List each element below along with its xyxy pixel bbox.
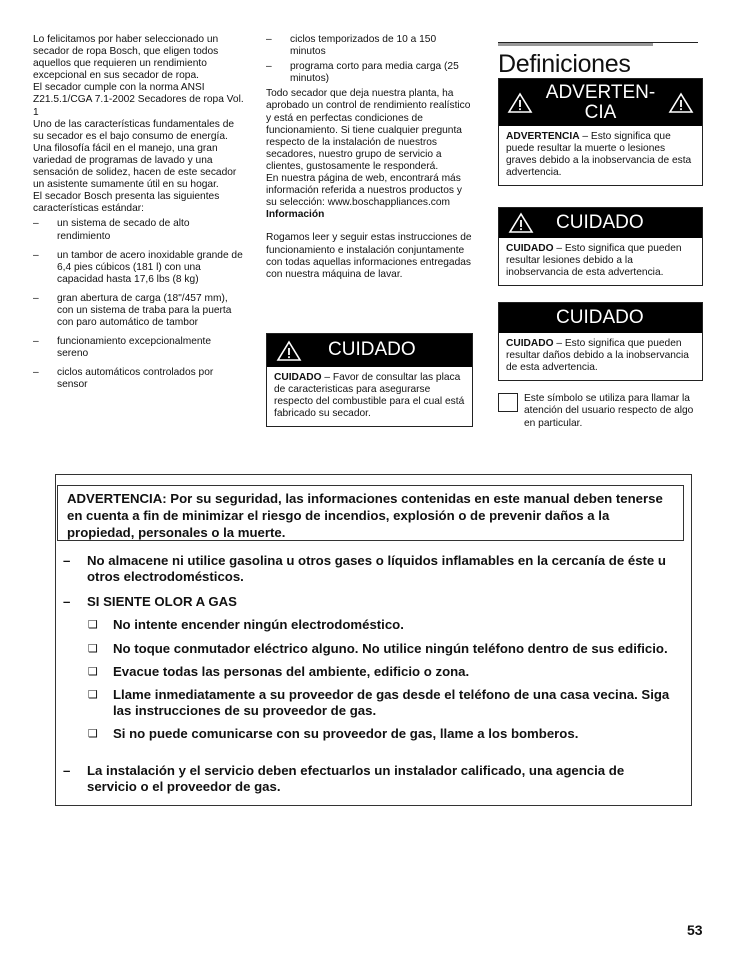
info-subtitle: Información [266, 209, 325, 221]
caution-header [499, 303, 702, 333]
caution-damage-box [498, 302, 703, 381]
list-item: – No almacene ni utilice gasolina u otros gases o líquidos inflamables en la cercanía de éste u otros electrodomésticos. [63, 553, 666, 584]
note-definition [498, 393, 701, 430]
caution-title: CUIDADO [556, 307, 644, 329]
list-item: – un tambor de acero inoxidable grande de 6,4 pies cúbicos (181 l) con una capacidad hasta 17,6 lbs (8 kg) [33, 249, 243, 285]
features-intro: El secador Bosch presenta las siguientes características estándar: [33, 191, 220, 215]
definitions-column [498, 42, 701, 430]
checkbox-icon: ❑ [88, 689, 98, 701]
caution-header [499, 208, 702, 238]
list-item: – funcionamiento excepcionalmente sereno [33, 336, 212, 360]
caution-body: CUIDADO – Esto significa que pueden resultar lesiones debido a la inobservancia de esta advertencia. [506, 243, 682, 279]
list-item: ❑ Evacue todas las personas del ambiente, edificio o zona. [88, 664, 470, 679]
quality-paragraph: Todo secador que deja nuestra planta, ha aprobado un control de rendimiento realístico y está en perfectas condiciones de funcionamiento. Si tiene cualquier pregunta respecto de la instalación de nuestros secadores, nuestro grupo de servicio a clientes, gustosamente le responderá. [266, 88, 471, 172]
list-item: ❑ Llame inmediatamente a su proveedor de gas desde el teléfono de una casa vecina. Siga las instrucciones de su proveedor de gas. [88, 687, 670, 718]
philosophy-paragraph: Una filosofía fácil en el manejo, una gran variedad de programas de lavado y una sensación de solidez, hacen de este secador un asistente sumamente útil en su hogar. [33, 142, 237, 191]
divider [498, 42, 698, 43]
page-number: 53 [687, 922, 703, 938]
note-square-icon [498, 393, 518, 412]
checkbox-icon: ❑ [88, 666, 98, 678]
warning-definition-box [498, 78, 703, 186]
note-text: Este símbolo se utiliza para llamar la atención del usuario respecto de algo en particular. [524, 393, 694, 429]
warning-triangle-icon [508, 212, 534, 234]
checkbox-icon: ❑ [88, 643, 98, 655]
intro-column [33, 34, 245, 392]
safety-warning-header: ADVERTENCIA: Por su seguridad, las informaciones contenidas en este manual deben tenerse en cuenta a fin de minimizar el riesgo de incendios, explosión o de prevenir daños a la propiedad, personales o la muerte. [57, 485, 684, 541]
caution-injury-box [498, 207, 703, 286]
list-item: – ciclos automáticos controlados por sensor [33, 367, 214, 391]
list-item: – gran abertura de carga (18"/457 mm), con un sistema de traba para la puerta con paro automático de tambor [33, 292, 232, 329]
warning-triangle-icon [507, 92, 533, 114]
gas-checklist [87, 617, 687, 742]
checkbox-icon: ❑ [88, 619, 98, 631]
caution-body: CUIDADO – Esto significa que pueden resultar daños debido a la inobservancia de esta advertencia. [506, 338, 689, 374]
read-instructions-paragraph: Rogamos leer y seguir estas instrucciones de funcionamiento e instalación conjuntamente con todas aquellas informaciones entregadas con nuestra máquina de lavar. [266, 232, 472, 280]
page-title: Definiciones [498, 50, 631, 78]
list-item: – La instalación y el servicio deben efectuarlos un instalador calificado, una agencia de servicio o el proveedor de gas. [63, 763, 625, 794]
warning-title: ADVERTEN- CIA [545, 81, 656, 123]
list-item: ❑ No intente encender ningún electrodoméstico. [88, 617, 404, 632]
list-item: – un sistema de secado de alto rendimiento [33, 218, 190, 242]
standard-paragraph: El secador cumple con la norma ANSI Z21.5.1/CGA 7.1-2002 Secadores de ropa Vol. 1 [33, 82, 244, 118]
intro-paragraph: Lo felicitamos por haber seleccionado un secador de ropa Bosch, que eligen todos aquellos que requieren un rendimiento excepcional en sus secador de ropa. [33, 34, 219, 82]
caution-header [267, 334, 472, 367]
safety-warning-box [55, 474, 692, 806]
warning-triangle-icon [276, 340, 302, 362]
web-paragraph: En nuestra página de web, encontrará más información referida a nuestros productos y su selección: www.boschappliances.com [266, 173, 462, 209]
list-item: ❑ Si no puede comunicarse con su proveedor de gas, llame a los bomberos. [88, 726, 579, 741]
list-item: – SI SIENTE OLOR A GAS [63, 594, 237, 609]
list-item: – ciclos temporizados de 10 a 150 minutos [266, 34, 437, 58]
caution-title: CUIDADO [328, 339, 416, 361]
warning-body: ADVERTENCIA – Esto significa que puede resultar la muerte o lesiones graves debido a la inobservancia de esta advertencia. [506, 131, 692, 179]
list-item: – programa corto para media carga (25 minutos) [266, 61, 459, 85]
caution-fuel-box [266, 333, 473, 427]
info-column [266, 34, 473, 419]
warning-triangle-icon [668, 92, 694, 114]
checkbox-icon: ❑ [88, 728, 98, 740]
caution-body: CUIDADO – Favor de consultar las placa de caracteristicas para asegurarse respecto del combustible para el cual está fabricado su secador. [274, 372, 465, 419]
list-item: ❑ No toque conmutador eléctrico alguno. No utilice ningún teléfono dentro de sus edificio. [88, 641, 668, 656]
caution-title: CUIDADO [556, 212, 644, 234]
energy-paragraph: Uno de las características fundamentales de su secador es el bajo consumo de energía. [33, 118, 235, 142]
warning-header [499, 79, 702, 126]
